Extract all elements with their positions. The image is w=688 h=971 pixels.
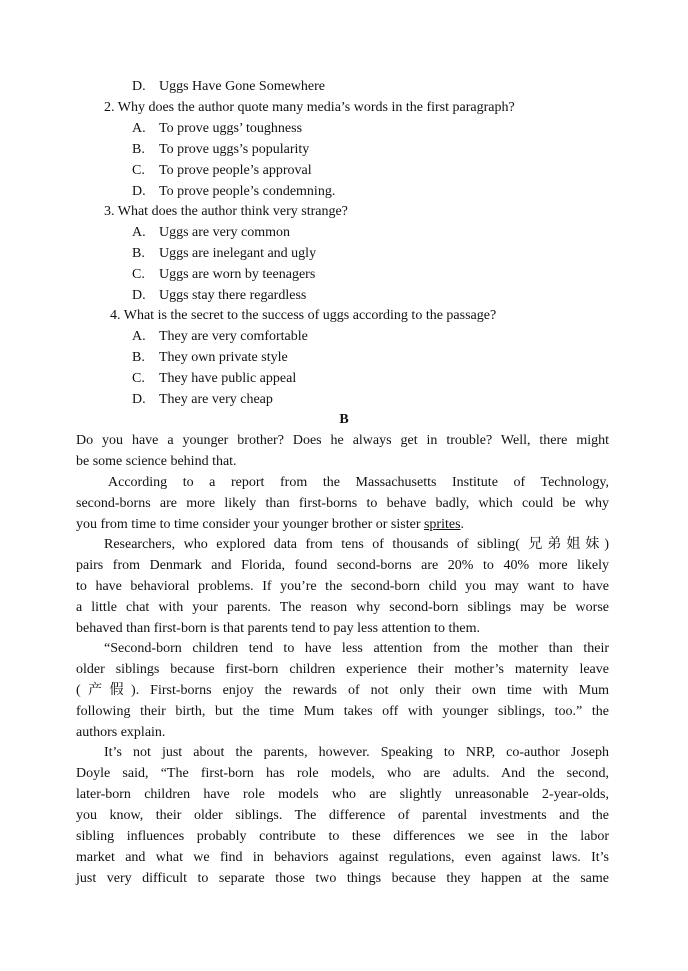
option-text: They have public appeal (159, 371, 297, 386)
option-text: They own private style (159, 350, 288, 365)
passage-line: older siblings because first-born children experience their mother’s maternity leave (76, 662, 609, 677)
passage-line: a little chat with your parents. The reason why second-born siblings may be worse (76, 600, 609, 615)
option-text: Uggs are worn by teenagers (159, 267, 316, 282)
q2-option-b (132, 141, 309, 159)
option-letter: A. (132, 329, 146, 344)
passage-line (76, 516, 609, 534)
passage-line: following their birth, but the time Mum takes off with younger siblings, too.” the (76, 704, 609, 719)
passage-line: market and what we find in behaviors against regulations, even against laws. It’s (76, 850, 609, 865)
option-letter: C. (132, 163, 145, 178)
passage-line: sibling influences probably contribute to these differences we see in the labor (76, 829, 609, 844)
passage-line: “Second-born children tend to have less attention from the mother than their (104, 641, 609, 656)
option-letter: C. (132, 371, 145, 386)
passage-line: Researchers, who explored data from tens of thousands of sibling( 兄弟姐妹) (104, 537, 609, 552)
q2-option-c (132, 162, 312, 180)
passage-line: just very difficult to separate those two things because they happen at the same (76, 871, 609, 886)
q3-option-b (132, 245, 316, 263)
option-text: To prove people’s approval (159, 163, 312, 178)
option-text: To prove uggs’s popularity (159, 142, 310, 157)
question-2-stem: 2. Why does the author quote many media’s words in the first paragraph? (104, 100, 515, 115)
passage-line: Doyle said, “The first-born has role models, who are adults. And the second, (76, 766, 609, 781)
option-text: Uggs are very common (159, 225, 291, 240)
option-letter: D. (132, 184, 146, 199)
q3-option-d (132, 287, 306, 305)
q3-option-a (132, 224, 290, 242)
q2-option-a (132, 120, 302, 138)
underlined-word: sprites (423, 517, 461, 532)
q2-option-d (132, 183, 335, 201)
passage-line: later-born children have role models who are slightly unreasonable 2-year-olds, (76, 787, 609, 802)
option-letter: A. (132, 121, 146, 136)
option-letter: D. (132, 392, 146, 407)
option-letter: D. (132, 288, 146, 303)
passage-text: you from time to time consider your younger brother or sister (76, 517, 424, 532)
option-text: To prove uggs’ toughness (159, 121, 303, 136)
option-letter: B. (132, 350, 145, 365)
question-4-stem: 4. What is the secret to the success of uggs according to the passage? (110, 308, 497, 323)
option-letter: C. (132, 267, 145, 282)
passage-line: authors explain. (76, 725, 166, 740)
question-3-stem: 3. What does the author think very strange? (104, 204, 348, 219)
option-letter: A. (132, 225, 146, 240)
passage-line: second-borns are more likely than first-borns to behave badly, which could be why (76, 496, 609, 511)
passage-line: behaved than first-born is that parents tend to pay less attention to them. (76, 621, 480, 636)
option-text: To prove people’s condemning. (159, 184, 336, 199)
passage-line: you know, their older siblings. The difference of parental investments and the (76, 808, 609, 823)
option-text: Uggs Have Gone Somewhere (159, 79, 326, 94)
q4-option-b (132, 349, 288, 367)
q3-option-c (132, 266, 315, 284)
section-title: B (339, 412, 349, 427)
option-letter: B. (132, 142, 145, 157)
passage-line: be some science behind that. (76, 454, 237, 469)
option-text: They are very comfortable (159, 329, 308, 344)
passage-line: to have behavioral problems. If you’re the second-born child you may want to have (76, 579, 609, 594)
q1-option-d (132, 78, 325, 96)
option-letter: B. (132, 246, 145, 261)
option-text: They are very cheap (159, 392, 273, 407)
q4-option-d (132, 391, 273, 409)
passage-line: Do you have a younger brother? Does he always get in trouble? Well, there might (76, 433, 609, 448)
passage-line: It’s not just about the parents, however. Speaking to NRP, co-author Joseph (104, 745, 609, 760)
option-text: Uggs stay there regardless (159, 288, 307, 303)
option-text: Uggs are inelegant and ugly (159, 246, 317, 261)
passage-line: According to a report from the Massachusetts Institute of Technology, (108, 475, 609, 490)
passage-line: pairs from Denmark and Florida, found second-borns are 20% to 40% more likely (76, 558, 609, 573)
q4-option-c (132, 370, 296, 388)
option-letter: D. (132, 79, 146, 94)
q4-option-a (132, 328, 308, 346)
passage-line: (产假). First-borns enjoy the rewards of not only their own time with Mum (76, 683, 609, 698)
passage-text: . (460, 517, 465, 532)
